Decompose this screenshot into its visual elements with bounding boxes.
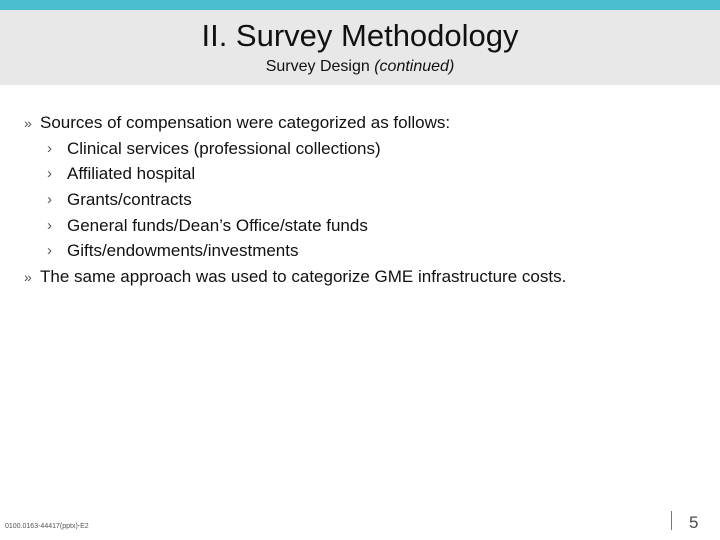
bullet-marker: » [24, 115, 32, 131]
subitem-marker: › [47, 242, 52, 259]
subtitle-note: (continued) [374, 58, 455, 75]
subitem-text: Clinical services (professional collections) [67, 139, 381, 158]
subitem-text: Affiliated hospital [67, 164, 196, 183]
slide-title: II. Survey Methodology [201, 18, 519, 53]
subtitle-main: Survey Design [265, 58, 370, 75]
bullet-text: Sources of compensation were categorized as follows: [40, 113, 451, 132]
subitem-text: General funds/Dean’s Office/state funds [67, 216, 368, 235]
subitem-marker: › [47, 191, 52, 208]
bullet-marker: » [24, 269, 32, 285]
footer-document-code: 0100.0163-44417(pptx)-E2 [5, 523, 89, 530]
subitem-marker: › [47, 140, 52, 157]
page-number: 5 [689, 513, 699, 532]
bullet-text: The same approach was used to categorize GME infrastructure costs. [40, 267, 567, 286]
subitem-text: Gifts/endowments/investments [67, 241, 299, 260]
subitem-marker: › [47, 165, 52, 182]
subitem-text: Grants/contracts [67, 190, 192, 209]
subitem-marker: › [47, 217, 52, 234]
footer-divider [671, 511, 672, 530]
